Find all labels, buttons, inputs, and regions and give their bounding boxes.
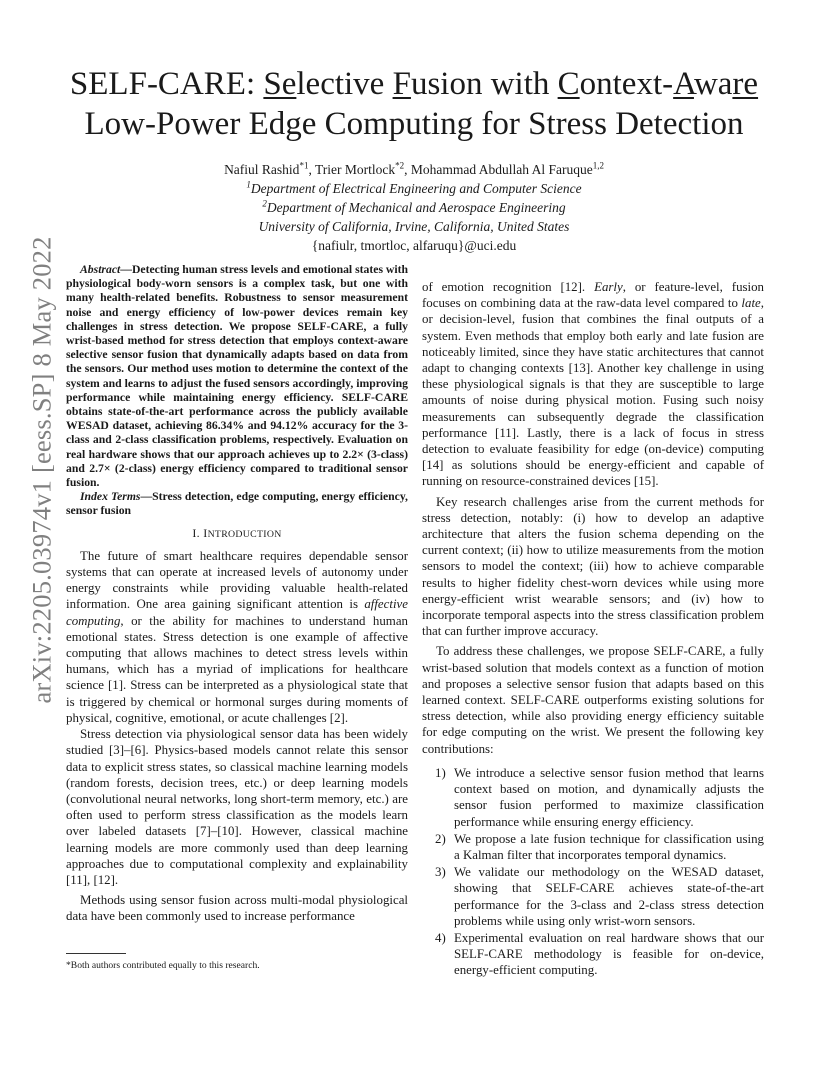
title-underlined-letters: A — [673, 66, 694, 102]
title-part: SELF-CARE: — [69, 66, 264, 102]
contributions-list — [422, 765, 764, 979]
arxiv-id-text: arXiv:2205.03974v1 [eess.SP] 8 May 2022 — [26, 236, 57, 704]
emphasis-text: affective computing — [66, 597, 408, 628]
abstract-text: —Detecting human stress levels and emotional states with physiological body-worn sensors is a complex task, but one with many health-related benefits. Robustness to sensor measurement noise and energy efficiency of low-power devices remain key challenges in stress detection. We propose SELF-CARE, a fully wrist-based method for stress detection that employs context-aware selective sensor fusion that dynamically adapts based on data from the sensors. Our method uses motion to determine the context of the system and learns to adjust the fused sensors accordingly, improving performance while maintaining energy efficiency. SELF-CARE obtains state-of-the-art performance across the publicly available WESAD dataset, achieving 86.34% and 94.12% accuracy for the 3-class and 2-class classification problems, respectively. Evaluation on real hardware shows that our approach achieves up to 2.2× (3-class) and 2.7× (2-class) energy efficiency compared to traditional sensor fusion. — [66, 263, 409, 490]
author-block — [60, 160, 768, 255]
list-item — [422, 831, 764, 863]
list-item — [422, 864, 764, 929]
title-part: lective — [296, 66, 393, 102]
intro-paragraph-1 — [66, 548, 408, 726]
index-terms-label: Index Terms — [80, 490, 141, 504]
paper-title — [60, 64, 768, 144]
title-underlined-letters: F — [392, 66, 411, 102]
author-name: Mohammad Abdullah Al Faruque — [410, 162, 593, 177]
affiliation-text: Department of Mechanical and Aerospace Engineering — [266, 200, 566, 215]
abstract-label: Abstract — [80, 263, 121, 276]
intro-paragraph-3-continued — [422, 279, 764, 490]
affiliation-text: Department of Electrical Engineering and Computer Science — [250, 181, 582, 196]
author-emails: {nafiulr, tmortloc, alfaruqu}@uci.edu — [311, 238, 517, 253]
author-mark: *1 — [299, 160, 309, 171]
intro-paragraph-5: To address these challenges, we propose SELF-CARE, a fully wrist-based solution that models context as a function of motion and proposes a selective sensor fusion that adapts based on this learned context. SELF-CARE outperforms existing solutions for stress detection, while also providing energy efficiency suitable for edge computing on the wrist. We present the following key contributions: — [422, 644, 764, 756]
title-part: wa — [693, 66, 733, 102]
title-line-2: Low-Power Edge Computing for Stress Detection — [84, 106, 744, 142]
index-terms-text: —Stress detection, edge computing, energy efficiency, sensor fusion — [66, 490, 408, 518]
paragraph-text: , or the ability for machines to understand human emotional states. Stress detection is one example of affective computing that allows machines to detect stress levels within humans, which has a myriad of implications for healthcare science [1]. Stress can be interpreted as a physiological state that is triggered by chemical or hormonal surges during moments of physical, cognitive, emotional, or acute challenges [2]. — [66, 613, 408, 725]
section-title-initial: I — [203, 525, 208, 540]
list-item-text: We validate our methodology on the WESAD dataset, showing that SELF-CARE achieves state-of-the-art performance for the 3-class and 2-class stress detection problems while using only wrist-worn sensors. — [454, 865, 764, 928]
affiliation-2 — [60, 198, 768, 217]
title-underlined-letters: re — [732, 66, 759, 102]
list-item-text: Experimental evaluation on real hardware shows that our SELF-CARE methodology is feasible for on-device, energy-efficient computing. — [454, 930, 764, 978]
intro-paragraph-3: Methods using sensor fusion across multi-modal physiological data have been commonly used to increase performance — [66, 893, 408, 924]
list-number: 4) — [435, 930, 446, 945]
intro-paragraph-4: Key research challenges arise from the current methods for stress detection, notably: (i) how to develop an adaptive architecture that alters the fusion schema depending on the current context; (ii) how to utilize measurements from the motion sensors to model the context; (iii) how to achieve comparable results to higher fidelity chest-worn devices while using more energy-efficient wrist wearable sensors; and (iv) how to incorporate temporal aspects into the stress classification problem that can further improve accuracy. — [422, 494, 764, 639]
index-terms — [66, 490, 408, 518]
title-underlined-letters: Se — [263, 66, 297, 102]
affiliation-university: University of California, Irvine, California, United States — [258, 219, 570, 234]
left-column — [66, 263, 408, 925]
title-underlined-letters: C — [557, 66, 580, 102]
author-mark: 1,2 — [592, 160, 604, 171]
intro-paragraph-2: Stress detection via physiological sensor data has been widely studied [3]–[6]. Physics-based models cannot relate this sensor data to explicit stress states, so classical machine learning models (random forests, decision trees, etc.) or deep learning models (convolutional neural networks, long short-term memory, etc.) are often used to perform stress classification as the models learn over labeled datasets [7]–[10]. However, classical machine learning models are more commonly used than deep learning approaches due to computational complexity and explainability [11], [12]. — [66, 727, 408, 887]
affiliation-mark: 2 — [262, 198, 267, 209]
author-name: Trier Mortlock — [314, 162, 396, 177]
list-number: 3) — [435, 865, 446, 880]
list-item-text: We propose a late fusion technique for classification using a Kalman filter that incorporates temporal dynamics. — [454, 831, 764, 862]
paragraph-text: , or decision-level, fusion that combines the final outputs of a system. Even methods that employ both early and late fusion are noticeably limited, since they have static architectures that cannot adapt to changing contexts [13]. Another key challenge in using these physiological signals is that they are susceptible to large amounts of noise during physical motion. Fusing such noisy measurements can subsequently degrade the classification performance [11]. Lastly, there is a lack of focus in stress detection to evaluate feasibility for edge (on-device) computing [14] as solutions should be energy-efficient and capable of running on resource-constrained devices [15]. — [422, 296, 764, 489]
list-item — [422, 930, 764, 979]
right-column — [422, 279, 764, 980]
author-name: Nafiul Rashid — [224, 162, 300, 177]
affiliation-1 — [60, 179, 768, 198]
author-mark: *2 — [395, 160, 405, 171]
author-names: Nafiul Rashid$^{*1}$, Trier Mortlock$^{*2}$, Mohammad Abdullah Al Faruque$^{1,2}$ — [224, 160, 604, 177]
paragraph-text: The future of smart healthcare requires dependable sensor systems that can operate at increased levels of autonomy under energy constraints while providing valuable health-related information. One area gaining significant attention is — [66, 548, 408, 612]
emphasis-text: Early — [594, 280, 623, 294]
list-item-text: We introduce a selective sensor fusion method that learns context based on motion, and dynamically adjusts the sensor fusion performed to maximize classification performance while ensuring energy efficiency. — [454, 765, 764, 829]
paragraph-text: , or feature-level, fusion focuses on combining data at the raw-data level compared to — [422, 280, 765, 311]
title-part: ontext- — [579, 66, 674, 102]
list-number: 1) — [435, 765, 446, 780]
arxiv-side-identifier — [22, 130, 62, 810]
section-title-rest: NTRODUCTION — [207, 528, 282, 540]
paragraph-text: of emotion recognition [12]. — [422, 280, 595, 294]
emphasis-text: late — [741, 296, 761, 311]
title-line-1 — [60, 64, 768, 104]
list-item — [422, 765, 764, 830]
affiliation-mark: 1 — [246, 179, 251, 190]
abstract — [66, 263, 408, 490]
list-number: 2) — [435, 831, 446, 846]
section-heading-introduction — [66, 525, 408, 543]
section-number: I. — [192, 525, 204, 540]
footnote: *Both authors contributed equally to this research. — [66, 960, 408, 972]
title-part: usion with — [410, 66, 558, 102]
